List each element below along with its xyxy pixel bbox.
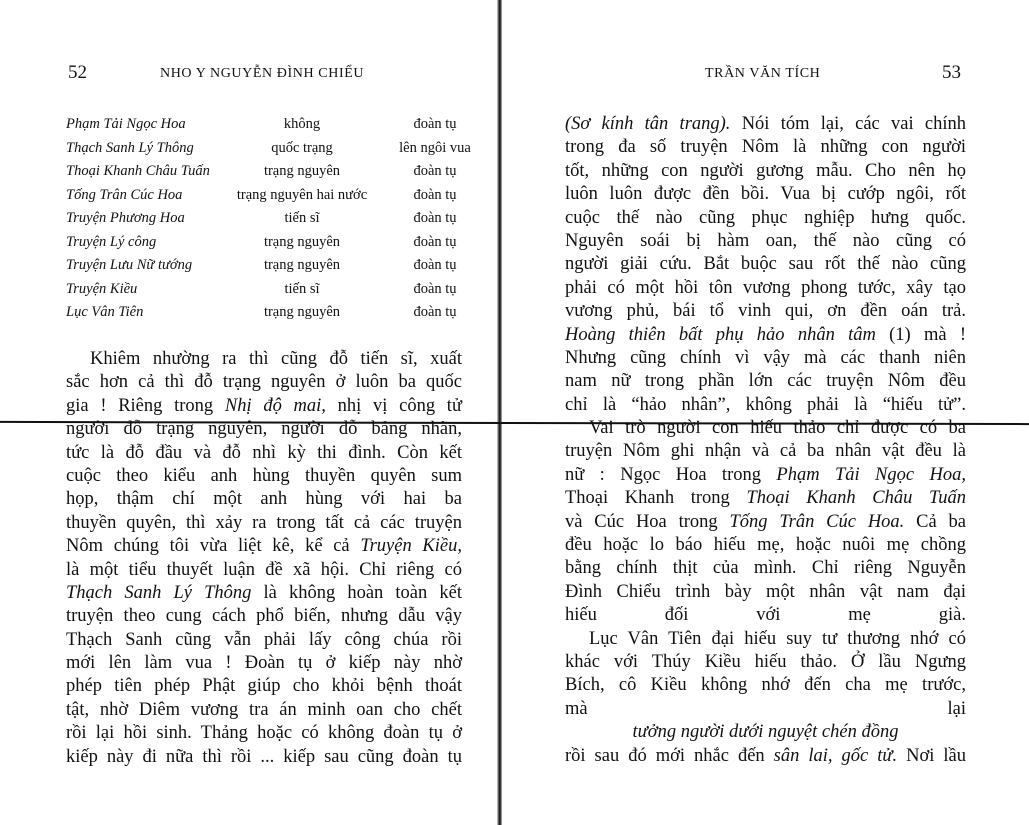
hero-rank: trạng nguyên [263, 304, 341, 321]
text-line [66, 559, 462, 582]
table-row [66, 254, 482, 278]
text-line [66, 512, 462, 535]
hero-rank: không [283, 116, 321, 133]
text-run: vương phủ, bái tổ vinh qui, ơn đền oán trả. [565, 301, 966, 322]
text-run: gia ! Riêng trong [66, 395, 225, 416]
text-line [565, 534, 966, 557]
text-run: tức là đỗ đầu và đỗ nhì kỳ thi đình. Còn kết [66, 442, 462, 463]
text-run: chỉ là “hảo nhân”, không phải là “hiếu tử”. [565, 394, 966, 415]
text-run: là một tiểu thuyết luận đề xã hội. Chỉ riêng có [66, 559, 462, 580]
text-line [565, 300, 966, 323]
text-line [565, 651, 966, 674]
italic-text: Tống Trân Cúc Hoa. [729, 511, 905, 532]
story-ending: đoàn tụ [413, 257, 457, 274]
text-line [66, 371, 462, 394]
text-line [565, 487, 966, 510]
table-row [66, 160, 482, 184]
text-line [66, 488, 462, 511]
text-line [565, 230, 966, 253]
text-line [565, 394, 966, 417]
text-line [565, 440, 966, 463]
text-run: Đình Chiểu trình bày một nhân vật nam đại [565, 581, 966, 602]
text-line [66, 629, 462, 652]
story-ending: lên ngôi vua [399, 139, 471, 156]
running-header: NHO Y NGUYỄN ĐÌNH CHIỂU [160, 66, 365, 81]
work-title: Truyện Lý công [66, 233, 157, 250]
works-table [66, 113, 482, 325]
text-run: Nôm chúng tôi vừa liệt kê, kể cả [66, 536, 361, 557]
text-run: Nơi lầu [897, 745, 966, 766]
text-run: người giải cứu. Bắt buộc sau rốt thế nào cũng [565, 254, 966, 275]
hero-rank: tiến sĩ [284, 280, 320, 297]
text-run: luôn luôn được đền bồi. Vua bị cướp ngôi, rốt [565, 184, 966, 205]
text-line [565, 464, 966, 487]
right-page [505, 0, 1029, 825]
work-title: Phạm Tải Ngọc Hoa [66, 116, 186, 133]
text-run: nữ : Ngọc Hoa trong [565, 464, 777, 485]
text-run: Thạch Sanh cũng vẫn phải lấy công chúa rồi [66, 629, 462, 650]
text-run: là không hoàn toàn kết [251, 582, 462, 603]
table-row [66, 137, 482, 161]
text-line [565, 160, 966, 183]
work-title: Truyện Phương Hoa [66, 210, 185, 227]
text-run: Thoại Khanh trong [565, 488, 747, 509]
text-run: cuộc thế nào cũng phục nghiệp hưng quốc. [565, 207, 966, 228]
text-line [66, 699, 462, 722]
text-run: nhị vị công tử [325, 395, 462, 416]
text-line [66, 746, 462, 769]
table-row [66, 207, 482, 231]
hero-rank: trạng nguyên hai nước [236, 186, 368, 203]
text-line [66, 605, 462, 628]
work-title: Thạch Sanh Lý Thông [66, 139, 194, 156]
text-run: họp, thậm chí một anh hùng với hai ba [66, 489, 462, 510]
hero-rank: tiến sĩ [284, 210, 320, 227]
text-line [565, 557, 966, 580]
text-line [565, 253, 966, 276]
hero-rank: quốc trạng [271, 139, 333, 156]
text-run: truyện theo cung cách phổ biến, nhưng dẫu vậy [66, 606, 462, 627]
text-line [66, 442, 462, 465]
hero-rank: trạng nguyên [263, 163, 341, 180]
table-row [66, 231, 482, 255]
text-run: Lục Vân Tiên đại hiếu suy tư thương nhớ có [589, 628, 966, 649]
work-title: Lục Vân Tiên [66, 304, 144, 321]
work-title: Thoại Khanh Châu Tuấn [66, 163, 210, 180]
table-row [66, 184, 482, 208]
italic-text: Hoàng thiên bất phụ hảo nhân tâm [565, 324, 876, 345]
text-run: người đỗ trạng nguyên, người đỗ bảng nhãn, [66, 419, 462, 440]
text-run: mới lên làm vua ! Đoàn tụ ở kiếp này nhờ [66, 653, 462, 674]
text-run: Vai trò người con hiếu thảo chỉ được có ba [589, 418, 966, 439]
work-title: Truyện Kiều [66, 280, 138, 297]
text-run: phải có một hồi tôn vương phong tước, xây tạo [565, 277, 966, 298]
text-run: Nhưng cũng chính vì vậy mà các thanh niên [565, 347, 966, 368]
text-run: đều hoặc lo báo hiếu mẹ, hoặc nuôi mẹ chồng [565, 535, 966, 556]
right-paragraph [565, 113, 966, 768]
text-line [565, 347, 966, 370]
text-run: khác với Thúy Kiều hiếu thảo. Ở lầu Ngưng [565, 651, 966, 672]
page-number: 52 [68, 62, 87, 83]
text-run: phép tiên phép Phật giúp cho khỏi bệnh thoát [66, 676, 462, 697]
italic-text: Thoại Khanh Châu Tuấn [746, 488, 966, 509]
text-line [565, 183, 966, 206]
text-line [66, 395, 462, 418]
text-run: tật, nhờ Diêm vương tra án minh oan cho chết [66, 699, 462, 720]
table-row [66, 301, 482, 325]
text-line [66, 722, 462, 745]
text-run: và Cúc Hoa trong [565, 511, 730, 532]
text-line [565, 370, 966, 393]
text-run: thuyền quyên, thì xảy ra trong tất cả các truyện [66, 512, 462, 533]
text-run: mà lại [565, 698, 966, 719]
italic-text: sân lai, gốc tử. [773, 745, 898, 766]
text-line [565, 628, 966, 651]
text-run: nam nữ trong phần lớn các truyện Nôm đều [565, 371, 966, 392]
hero-rank: trạng nguyên [263, 257, 341, 274]
work-title: Tống Trân Cúc Hoa [66, 186, 183, 203]
left-page [0, 0, 500, 825]
table-row [66, 278, 482, 302]
running-header: TRẦN VĂN TÍCH [705, 66, 821, 81]
text-run: hiếu đối với mẹ già. [565, 605, 966, 626]
text-line [565, 581, 966, 604]
text-line [565, 604, 966, 627]
text-run: tốt, những con người gương mẫu. Cho nên họ [565, 160, 966, 181]
text-run: kiếp này đi nữa thì rồi ... kiếp sau cũng đoàn tụ [66, 746, 462, 767]
italic-text: Thạch Sanh Lý Thông [66, 582, 252, 603]
story-ending: đoàn tụ [413, 233, 457, 250]
text-line [565, 721, 966, 744]
text-line [66, 652, 462, 675]
table-row [66, 113, 482, 137]
text-line [565, 113, 966, 136]
work-title: Truyện Lưu Nữ tướng [66, 257, 193, 274]
text-line [565, 417, 966, 440]
text-line [66, 675, 462, 698]
text-run: rồi sau đó mới nhắc đến [565, 745, 774, 766]
story-ending: đoàn tụ [413, 280, 457, 297]
story-ending: đoàn tụ [413, 116, 457, 133]
text-run: sắc hơn cả thì đỗ trạng nguyên ở luôn ba quốc [66, 372, 462, 393]
text-run: truyện Nôm ghi nhận và cả ba nhân vật đều là [565, 441, 966, 462]
text-line [66, 418, 462, 441]
text-line [565, 324, 966, 347]
story-ending: đoàn tụ [413, 210, 457, 227]
text-line [565, 277, 966, 300]
page-number: 53 [942, 62, 961, 83]
text-run: Bích, cô Kiều không nhớ đến cha mẹ trước, [565, 675, 966, 696]
italic-text: Phạm Tải Ngọc Hoa, [776, 464, 966, 485]
text-run: Cả ba [904, 511, 967, 532]
text-line [66, 582, 462, 605]
story-ending: đoàn tụ [413, 163, 457, 180]
text-run: Khiêm nhường ra thì cũng đỗ tiến sĩ, xuất [90, 349, 462, 369]
italic-text: (Sơ kính tân trang). [565, 114, 731, 134]
hero-rank: trạng nguyên [263, 233, 341, 250]
text-run: Nguyên soái bị hàm oan, thế nào cũng có [565, 230, 966, 251]
text-line [66, 465, 462, 488]
text-run: trong đa số truyện Nôm là những con người [565, 137, 966, 158]
story-ending: đoàn tụ [413, 304, 457, 321]
text-run: bằng chính thịt của mình. Chỉ riêng Nguyễn [565, 558, 966, 579]
italic-text: Truyện Kiều, [360, 536, 462, 557]
text-line [565, 511, 966, 534]
text-run: cuộc theo kiểu anh hùng thuyền quyên sum [66, 465, 462, 486]
text-run: rồi lại hồi sinh. Thảng hoặc có không đoàn tụ ở [66, 723, 462, 744]
text-line [565, 136, 966, 159]
text-line [565, 674, 966, 697]
left-paragraph [66, 348, 462, 769]
text-line [565, 745, 966, 768]
text-line [565, 207, 966, 230]
text-line [66, 535, 462, 558]
text-run: Nói tóm lại, các vai chính [730, 114, 966, 134]
italic-text: Nhị độ mai, [224, 395, 326, 416]
story-ending: đoàn tụ [413, 186, 457, 203]
text-line [66, 348, 462, 371]
text-line [565, 698, 966, 721]
text-run: (1) mà ! [875, 324, 966, 345]
italic-text: tưởng người dưới nguyệt chén đồng [632, 722, 899, 743]
